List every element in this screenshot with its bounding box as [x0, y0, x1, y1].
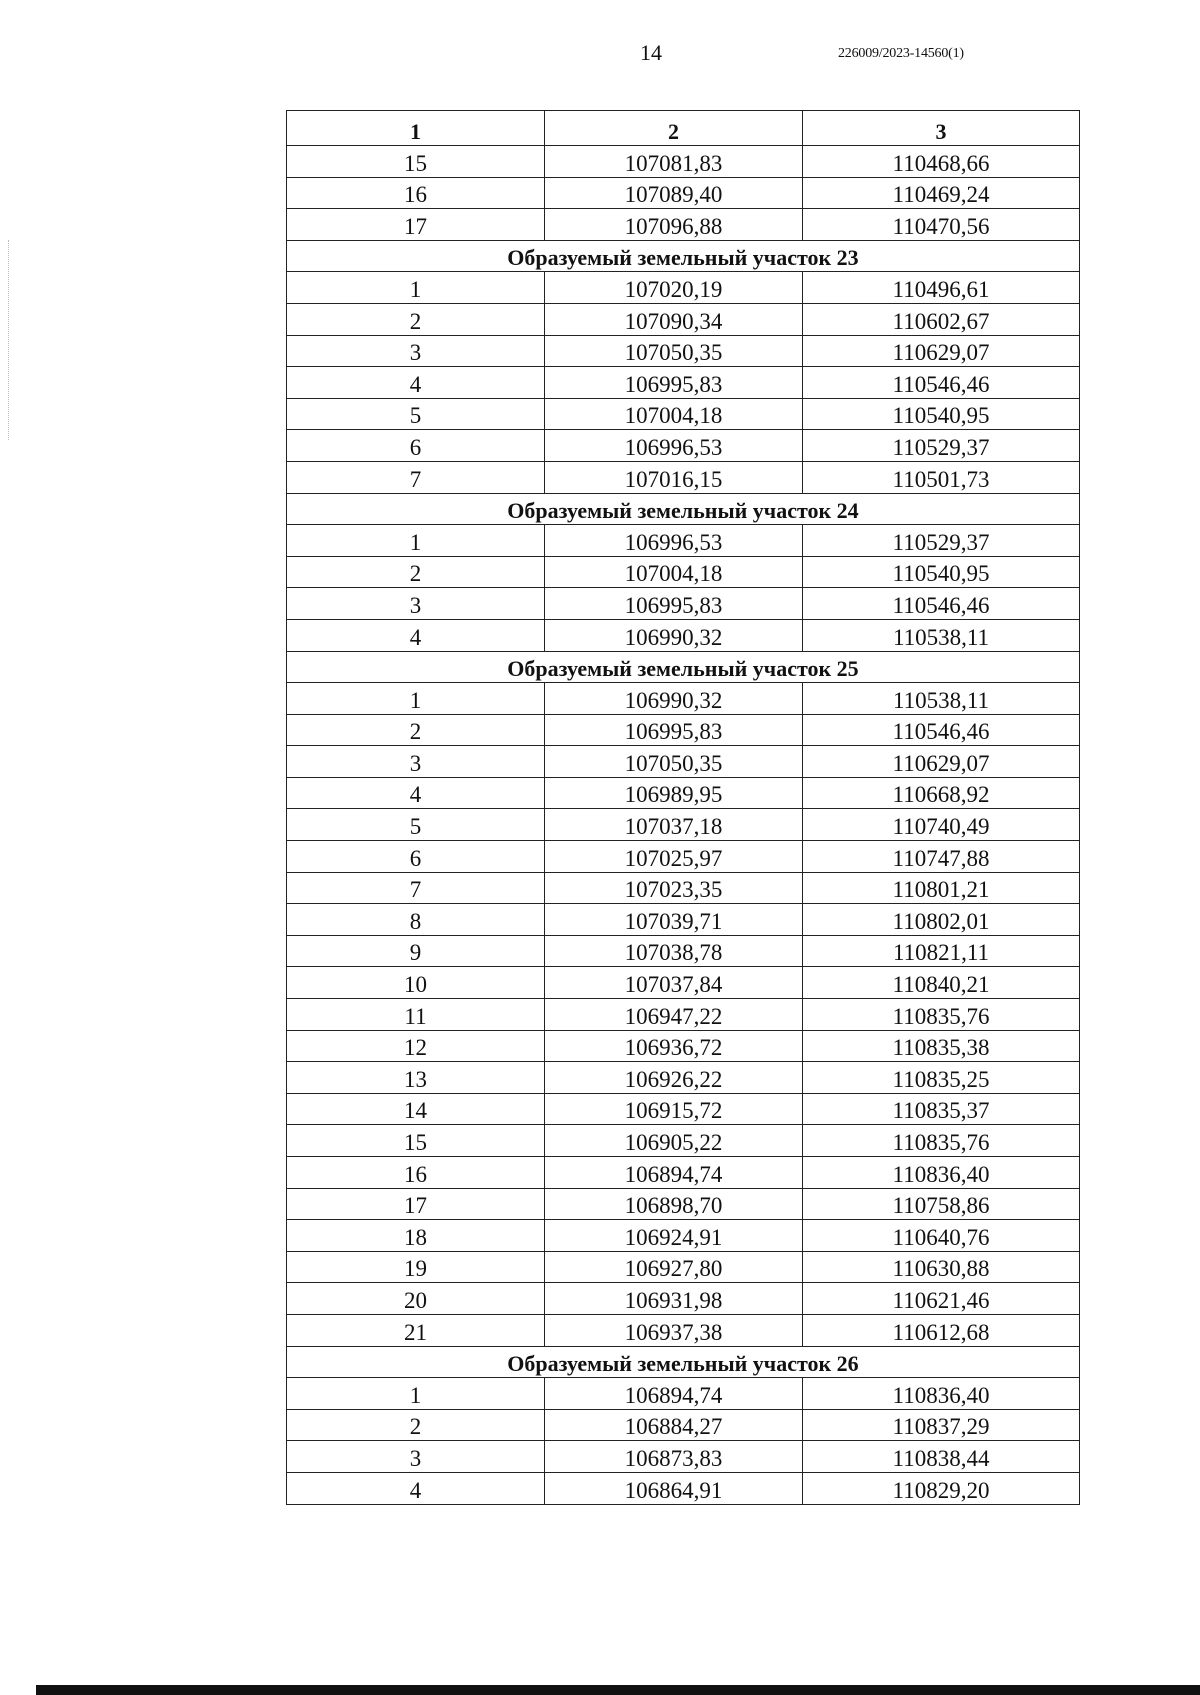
y-coordinate-cell: 110801,21: [803, 872, 1080, 904]
table-row: [287, 809, 1080, 841]
x-coordinate-cell: 106990,32: [545, 619, 803, 651]
point-number-cell: 6: [287, 841, 545, 873]
x-coordinate-cell: 106884,27: [545, 1409, 803, 1441]
point-number-cell: 5: [287, 809, 545, 841]
x-coordinate-cell: 107037,18: [545, 809, 803, 841]
table-row: [287, 1062, 1080, 1094]
x-coordinate-cell: 106926,22: [545, 1062, 803, 1094]
section-title-row: [287, 1346, 1080, 1378]
x-coordinate-cell: 107090,34: [545, 303, 803, 335]
x-coordinate-cell: 106898,70: [545, 1188, 803, 1220]
table-row: [287, 1157, 1080, 1189]
table-row: [287, 777, 1080, 809]
y-coordinate-cell: 110740,49: [803, 809, 1080, 841]
table-row: [287, 714, 1080, 746]
table-row: [287, 1188, 1080, 1220]
y-coordinate-cell: 110540,95: [803, 398, 1080, 430]
x-coordinate-cell: 106931,98: [545, 1283, 803, 1315]
x-coordinate-cell: 106936,72: [545, 1030, 803, 1062]
x-coordinate-cell: 106947,22: [545, 999, 803, 1031]
x-coordinate-cell: 106995,83: [545, 367, 803, 399]
point-number-cell: 6: [287, 430, 545, 462]
y-coordinate-cell: 110747,88: [803, 841, 1080, 873]
point-number-cell: 11: [287, 999, 545, 1031]
section-title: Образуемый земельный участок 25: [287, 651, 1080, 683]
x-coordinate-cell: 106995,83: [545, 588, 803, 620]
table-row: [287, 1030, 1080, 1062]
y-coordinate-cell: 110546,46: [803, 367, 1080, 399]
y-coordinate-cell: 110835,76: [803, 999, 1080, 1031]
table-row: [287, 1314, 1080, 1346]
y-coordinate-cell: 110640,76: [803, 1220, 1080, 1252]
point-number-cell: 3: [287, 588, 545, 620]
y-coordinate-cell: 110629,07: [803, 746, 1080, 778]
table-row: [287, 619, 1080, 651]
table-row: [287, 1093, 1080, 1125]
y-coordinate-cell: 110496,61: [803, 272, 1080, 304]
point-number-cell: 15: [287, 1125, 545, 1157]
y-coordinate-cell: 110835,76: [803, 1125, 1080, 1157]
table-row: [287, 1251, 1080, 1283]
table-row: [287, 430, 1080, 462]
x-coordinate-cell: 107004,18: [545, 556, 803, 588]
table-row: [287, 872, 1080, 904]
x-coordinate-cell: 107081,83: [545, 146, 803, 178]
point-number-cell: 17: [287, 209, 545, 241]
section-title: Образуемый земельный участок 24: [287, 493, 1080, 525]
y-coordinate-cell: 110469,24: [803, 177, 1080, 209]
point-number-cell: 2: [287, 556, 545, 588]
table-row: [287, 303, 1080, 335]
y-coordinate-cell: 110835,25: [803, 1062, 1080, 1094]
y-coordinate-cell: 110630,88: [803, 1251, 1080, 1283]
section-title: Образуемый земельный участок 23: [287, 240, 1080, 272]
table-row: [287, 1125, 1080, 1157]
y-coordinate-cell: 110546,46: [803, 588, 1080, 620]
x-coordinate-cell: 107050,35: [545, 746, 803, 778]
left-margin-marks: [8, 240, 11, 440]
point-number-cell: 4: [287, 619, 545, 651]
table-row: [287, 1283, 1080, 1315]
y-coordinate-cell: 110540,95: [803, 556, 1080, 588]
x-coordinate-cell: 106995,83: [545, 714, 803, 746]
coordinates-table-body: [287, 111, 1080, 1505]
x-coordinate-cell: 107016,15: [545, 461, 803, 493]
point-number-cell: 2: [287, 714, 545, 746]
x-coordinate-cell: 106894,74: [545, 1157, 803, 1189]
x-coordinate-cell: 107020,19: [545, 272, 803, 304]
x-coordinate-cell: 107038,78: [545, 935, 803, 967]
point-number-cell: 21: [287, 1314, 545, 1346]
y-coordinate-cell: 110836,40: [803, 1378, 1080, 1410]
table-row: [287, 841, 1080, 873]
point-number-cell: 2: [287, 1409, 545, 1441]
point-number-cell: 1: [287, 525, 545, 557]
point-number-cell: 4: [287, 777, 545, 809]
table-row: [287, 146, 1080, 178]
point-number-cell: 3: [287, 335, 545, 367]
y-coordinate-cell: 110838,44: [803, 1441, 1080, 1473]
table-row: [287, 272, 1080, 304]
table-row: [287, 335, 1080, 367]
section-title: Образуемый земельный участок 26: [287, 1346, 1080, 1378]
y-coordinate-cell: 110529,37: [803, 525, 1080, 557]
y-coordinate-cell: 110612,68: [803, 1314, 1080, 1346]
point-number-cell: 7: [287, 461, 545, 493]
column-header-3: 3: [803, 111, 1080, 146]
table-row: [287, 1441, 1080, 1473]
x-coordinate-cell: 106894,74: [545, 1378, 803, 1410]
document-reference: 226009/2023-14560(1): [838, 46, 964, 61]
x-coordinate-cell: 107025,97: [545, 841, 803, 873]
x-coordinate-cell: 106996,53: [545, 525, 803, 557]
x-coordinate-cell: 106927,80: [545, 1251, 803, 1283]
point-number-cell: 3: [287, 1441, 545, 1473]
y-coordinate-cell: 110538,11: [803, 683, 1080, 715]
column-header-2: 2: [545, 111, 803, 146]
point-number-cell: 7: [287, 872, 545, 904]
table-row: [287, 1409, 1080, 1441]
x-coordinate-cell: 107004,18: [545, 398, 803, 430]
point-number-cell: 1: [287, 1378, 545, 1410]
point-number-cell: 14: [287, 1093, 545, 1125]
point-number-cell: 13: [287, 1062, 545, 1094]
y-coordinate-cell: 110470,56: [803, 209, 1080, 241]
x-coordinate-cell: 106996,53: [545, 430, 803, 462]
table-row: [287, 588, 1080, 620]
y-coordinate-cell: 110840,21: [803, 967, 1080, 999]
table-row: [287, 967, 1080, 999]
x-coordinate-cell: 107096,88: [545, 209, 803, 241]
section-title-row: [287, 240, 1080, 272]
x-coordinate-cell: 106924,91: [545, 1220, 803, 1252]
x-coordinate-cell: 107037,84: [545, 967, 803, 999]
section-title-row: [287, 651, 1080, 683]
x-coordinate-cell: 106864,91: [545, 1472, 803, 1504]
x-coordinate-cell: 107039,71: [545, 904, 803, 936]
point-number-cell: 8: [287, 904, 545, 936]
coordinates-table: [286, 110, 1080, 1505]
x-coordinate-cell: 106873,83: [545, 1441, 803, 1473]
table-row: [287, 1472, 1080, 1504]
table-row: [287, 1378, 1080, 1410]
table-row: [287, 999, 1080, 1031]
table-row: [287, 904, 1080, 936]
table-row: [287, 525, 1080, 557]
y-coordinate-cell: 110802,01: [803, 904, 1080, 936]
table-row: [287, 177, 1080, 209]
y-coordinate-cell: 110501,73: [803, 461, 1080, 493]
x-coordinate-cell: 107050,35: [545, 335, 803, 367]
point-number-cell: 10: [287, 967, 545, 999]
x-coordinate-cell: 106915,72: [545, 1093, 803, 1125]
x-coordinate-cell: 107023,35: [545, 872, 803, 904]
table-row: [287, 1220, 1080, 1252]
y-coordinate-cell: 110758,86: [803, 1188, 1080, 1220]
point-number-cell: 17: [287, 1188, 545, 1220]
point-number-cell: 4: [287, 1472, 545, 1504]
x-coordinate-cell: 106905,22: [545, 1125, 803, 1157]
y-coordinate-cell: 110836,40: [803, 1157, 1080, 1189]
x-coordinate-cell: 107089,40: [545, 177, 803, 209]
table-row: [287, 935, 1080, 967]
y-coordinate-cell: 110621,46: [803, 1283, 1080, 1315]
table-row: [287, 683, 1080, 715]
point-number-cell: 15: [287, 146, 545, 178]
point-number-cell: 3: [287, 746, 545, 778]
y-coordinate-cell: 110529,37: [803, 430, 1080, 462]
point-number-cell: 12: [287, 1030, 545, 1062]
point-number-cell: 16: [287, 1157, 545, 1189]
point-number-cell: 1: [287, 272, 545, 304]
column-header-1: 1: [287, 111, 545, 146]
y-coordinate-cell: 110546,46: [803, 714, 1080, 746]
y-coordinate-cell: 110837,29: [803, 1409, 1080, 1441]
point-number-cell: 5: [287, 398, 545, 430]
table-row: [287, 461, 1080, 493]
y-coordinate-cell: 110538,11: [803, 619, 1080, 651]
y-coordinate-cell: 110829,20: [803, 1472, 1080, 1504]
point-number-cell: 16: [287, 177, 545, 209]
table-row: [287, 398, 1080, 430]
point-number-cell: 2: [287, 303, 545, 335]
y-coordinate-cell: 110668,92: [803, 777, 1080, 809]
y-coordinate-cell: 110821,11: [803, 935, 1080, 967]
x-coordinate-cell: 106990,32: [545, 683, 803, 715]
scan-bottom-edge: [36, 1685, 1200, 1695]
point-number-cell: 9: [287, 935, 545, 967]
y-coordinate-cell: 110835,38: [803, 1030, 1080, 1062]
point-number-cell: 1: [287, 683, 545, 715]
table-row: [287, 367, 1080, 399]
point-number-cell: 20: [287, 1283, 545, 1315]
point-number-cell: 19: [287, 1251, 545, 1283]
y-coordinate-cell: 110468,66: [803, 146, 1080, 178]
x-coordinate-cell: 106989,95: [545, 777, 803, 809]
point-number-cell: 4: [287, 367, 545, 399]
table-row: [287, 746, 1080, 778]
y-coordinate-cell: 110629,07: [803, 335, 1080, 367]
page-number: 14: [640, 40, 662, 65]
point-number-cell: 18: [287, 1220, 545, 1252]
y-coordinate-cell: 110835,37: [803, 1093, 1080, 1125]
table-header-row: [287, 111, 1080, 146]
table-row: [287, 209, 1080, 241]
y-coordinate-cell: 110602,67: [803, 303, 1080, 335]
section-title-row: [287, 493, 1080, 525]
x-coordinate-cell: 106937,38: [545, 1314, 803, 1346]
table-row: [287, 556, 1080, 588]
